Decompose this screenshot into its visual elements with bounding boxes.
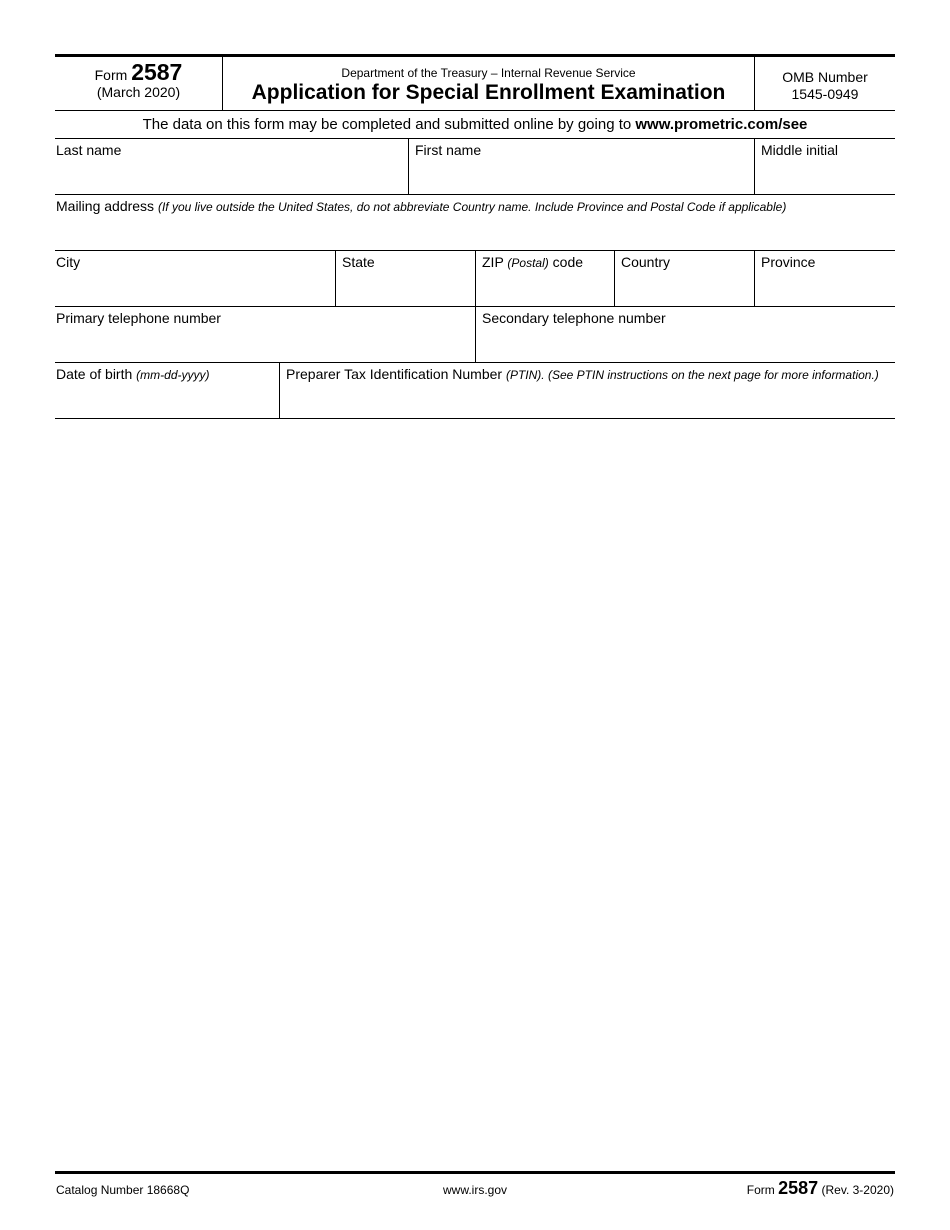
footer-form-number: 2587 [778, 1178, 819, 1198]
city-label: City [56, 254, 81, 270]
department-name: Department of the Treasury – Internal Revenue Service [341, 66, 636, 80]
form-number: 2587 [131, 59, 183, 85]
zip-label-prefix: ZIP [482, 254, 504, 270]
online-notice-text: The data on this form may be completed and submitted online by going to [142, 116, 632, 133]
ptin-field[interactable] [279, 363, 895, 418]
state-field[interactable] [335, 251, 475, 306]
country-label: Country [621, 254, 671, 270]
last-name-field[interactable] [55, 139, 408, 194]
secondary-phone-label: Secondary telephone number [482, 310, 666, 326]
form-number-line [55, 59, 222, 85]
date-of-birth-field[interactable] [55, 363, 279, 418]
online-notice-url[interactable]: www.prometric.com/see [635, 116, 808, 133]
catalog-number: Catalog Number 18668Q [56, 1183, 190, 1197]
province-field[interactable] [754, 251, 895, 306]
state-label: State [342, 254, 375, 270]
dob-label: Date of birth [56, 366, 133, 382]
omb-label: OMB Number [782, 69, 868, 85]
middle-initial-field[interactable] [754, 139, 895, 194]
last-name-label: Last name [56, 142, 122, 158]
first-name-field[interactable] [408, 139, 754, 194]
secondary-phone-field[interactable] [475, 307, 895, 362]
zip-code-field[interactable] [475, 251, 614, 306]
zip-label-suffix: code [552, 254, 584, 270]
form-title: Application for Special Enrollment Examination [251, 81, 726, 104]
middle-initial-label: Middle initial [761, 142, 839, 158]
name-row [55, 139, 895, 195]
title-box [223, 57, 754, 111]
country-field[interactable] [614, 251, 754, 306]
online-notice [55, 111, 895, 139]
city-field[interactable] [55, 251, 335, 306]
dob-ptin-row [55, 363, 895, 419]
city-row [55, 251, 895, 307]
ptin-note: (PTIN). (See PTIN instructions on the next page for more information.) [505, 368, 879, 382]
form-page [55, 54, 895, 419]
form-id-box [55, 57, 223, 111]
ptin-label: Preparer Tax Identification Number [286, 366, 503, 382]
mailing-address-note: (If you live outside the United States, do not abbreviate Country name. Include Province and Postal Code if applicable) [157, 200, 787, 214]
form-date: (March 2020) [96, 84, 181, 100]
first-name-label: First name [415, 142, 482, 158]
mailing-address-row [55, 195, 895, 251]
primary-phone-field[interactable] [55, 307, 475, 362]
dob-note: (mm-dd-yyyy) [136, 368, 210, 382]
form-word: Form [94, 67, 128, 83]
footer-revision: (Rev. 3-2020) [821, 1183, 894, 1197]
province-label: Province [761, 254, 816, 270]
form-header [55, 54, 895, 111]
phone-row [55, 307, 895, 363]
zip-label-note: (Postal) [507, 256, 549, 270]
primary-phone-label: Primary telephone number [56, 310, 221, 326]
omb-box [754, 57, 895, 111]
footer-form-word: Form [746, 1183, 775, 1197]
mailing-address-field[interactable] [55, 195, 895, 250]
footer-website: www.irs.gov [442, 1183, 507, 1197]
mailing-address-label: Mailing address [56, 198, 155, 214]
footer-form-id [747, 1178, 894, 1199]
form-footer [55, 1171, 895, 1201]
omb-number: 1545-0949 [791, 86, 859, 102]
